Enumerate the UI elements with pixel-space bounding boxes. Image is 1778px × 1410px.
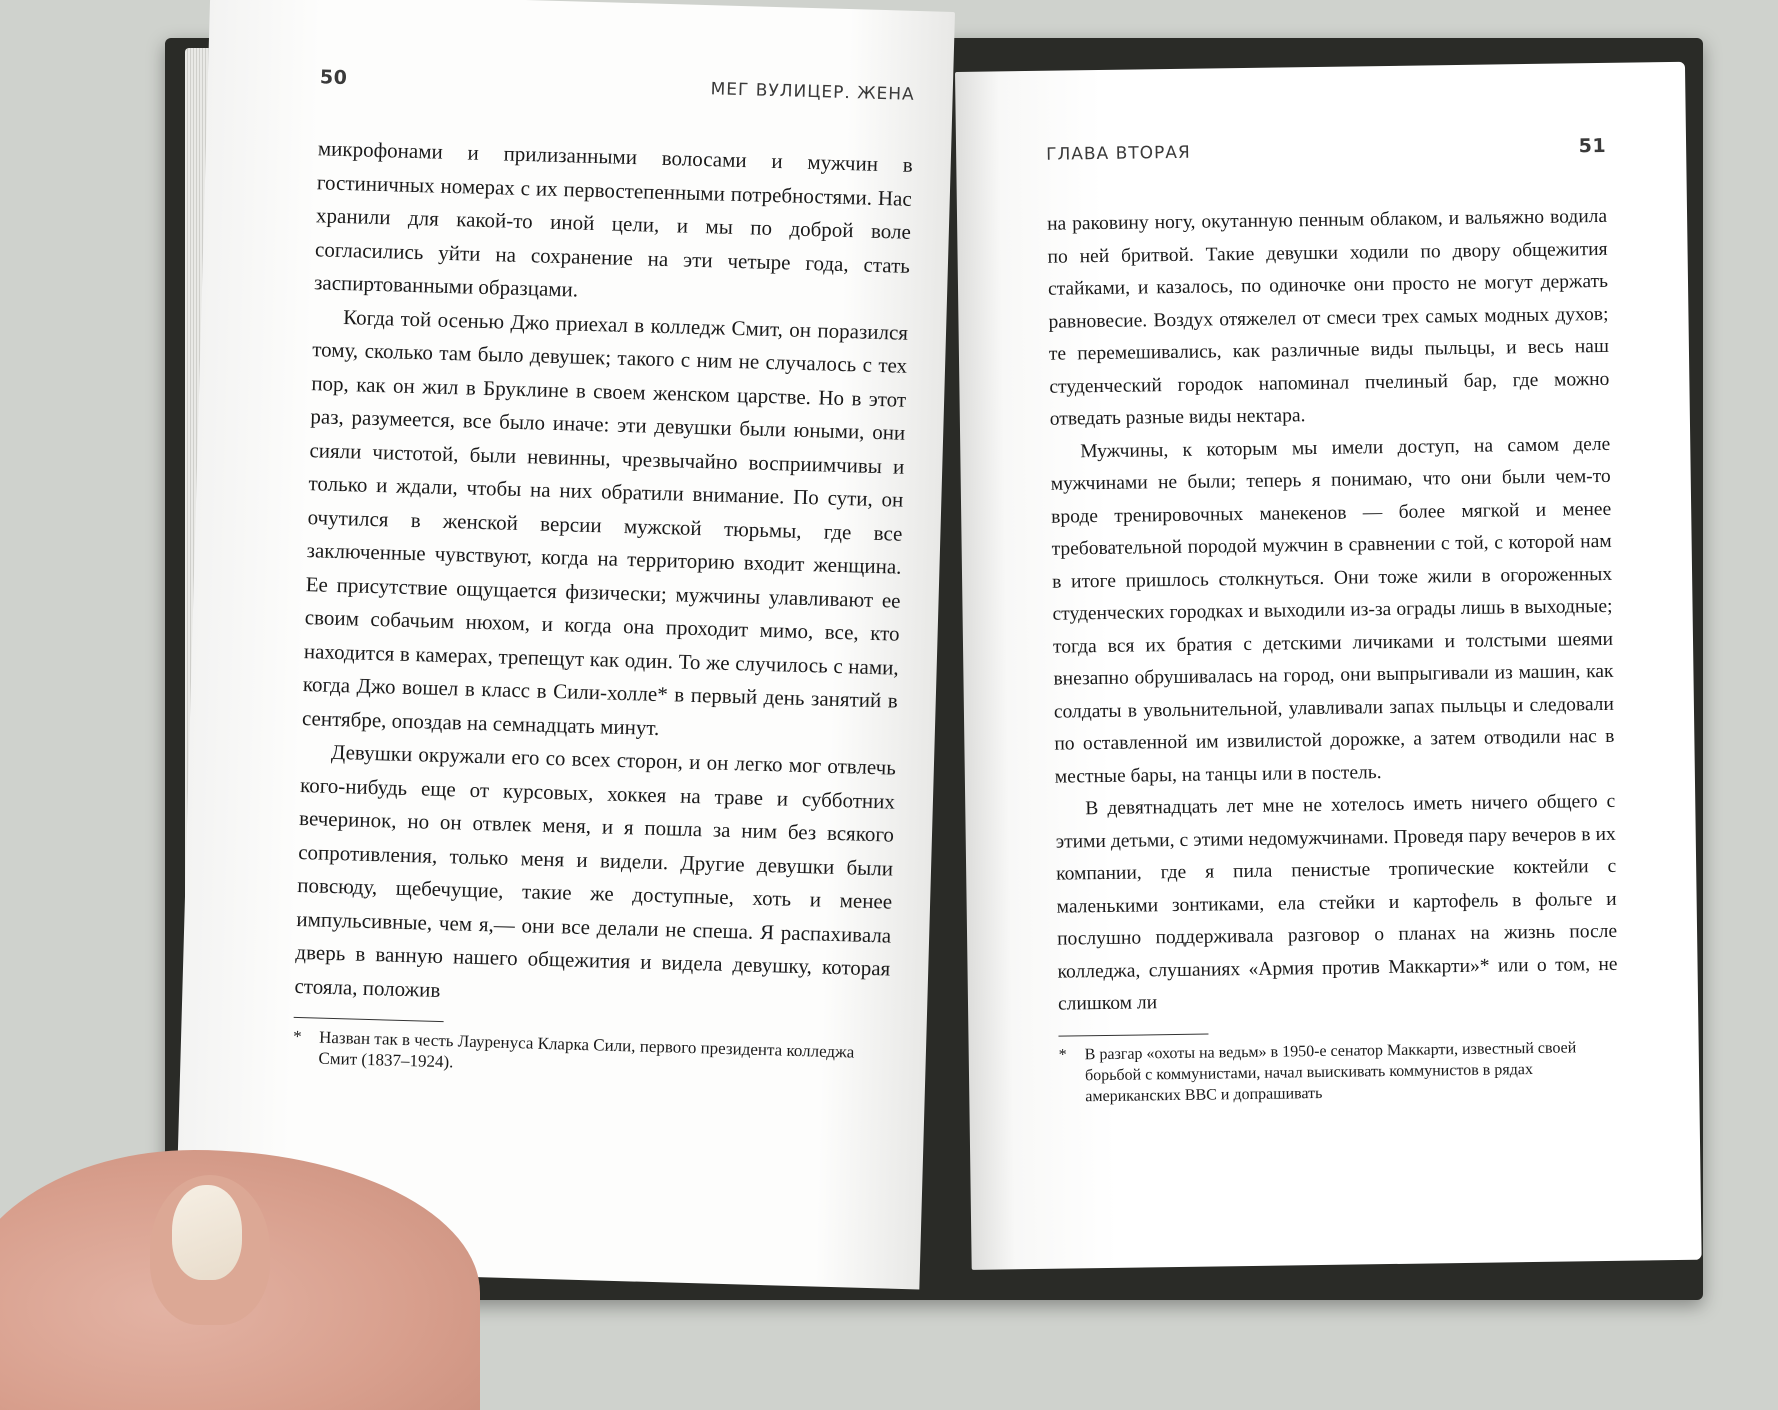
footnote-text: В разгар «охоты на ведьм» в 1950-е сенатор Маккарти, известный своей борьбой с коммунистами, начал выискивать коммунистов в рядах американских ВВС и допрашивать	[1084, 1038, 1577, 1105]
right-footnote	[1059, 1036, 1620, 1107]
right-body-text	[1047, 201, 1618, 1021]
paragraph: Девушки окружали его со всех сторон, и он легко мог отвлечь кого-нибудь еще от курсовых, хоккея на траве и субботних вечеринок, но он отвлек меня, и я пошла за ним без всякого сопротивления, только меня и видели. Другие девушки были повсюду, щебечущие, такие же доступные, хоть и менее импульсивные, чем я,— они все делали не спеша. Я распахивала дверь в ванную нашего общежития и видела девушку, которая стояла, положив	[294, 739, 897, 1002]
paragraph: Когда той осенью Джо приехал в колледж Смит, он поразился тому, сколько там было девушек; такого с ним не случалось с тех пор, как он жил в Бруклине в своем женском царстве. Но в этот раз, разумеется, все было иначе: эти девушки были юными, они сияли чистотой, были невинны, чрезвычайно восприимчивы и только и ждали, чтобы на них обратили внимание. По сути, он очутился в женской версии мужской тюрьмы, где все заключенные чувствуют, когда на территорию входит женщина. Ее присутствие ощущается физически; мужчины улавливают ее своим собачьим нюхом, и когда она проходит мимо, все, кто находится в камерах, трепещут как один. То же случилось с нами, когда Джо вошел в класс в Сили-холле* в первый день занятий в сентябре, опоздав на семнадцать минут.	[301, 304, 909, 740]
right-running-head	[1046, 135, 1607, 187]
paragraph: Мужчины, к которым мы имели доступ, на самом деле мужчинами не были; теперь я понимаю, что они были чем-то вроде тренировочных манекенов — более мягкой и менее требовательной породой мужчин в сравнении с той, с которой нам в итоге пришлось столкнуться. Они тоже жили в огороженных студенческих городках и выходили из-за ограды лишь в выходные; тогда вся их братия с детскими личиками и толстыми шеями внезапно обрушивалась на город, они выпрыгивали из машин, как солдаты в увольнительной, улавливали запах пыльцы и следовали по оставленной им извилистой дорожке, а затем отводили нас в местные бары, на танцы или в постель.	[1050, 433, 1615, 788]
footnote-text: Назван так в честь Лауренуса Кларка Сили, первого президента колледжа Смит (1837–1924).	[318, 1027, 855, 1072]
footnote-mark: *	[1058, 1046, 1067, 1064]
left-page-number: 50	[319, 66, 348, 90]
left-footnote	[292, 1026, 888, 1085]
left-running-head	[319, 66, 915, 127]
left-body-text	[294, 132, 913, 1019]
right-header-title: ГЛАВА ВТОРАЯ	[1046, 142, 1191, 165]
paragraph: В девятнадцать лет мне не хотелось иметь ничего общего с этими детьми, с этими недомужчинами. Проведя пару вечеров в их компании, где я пила пенистые тропические коктейли с маленькими зонтиками, ела стейки и картофель в фольге и послушно поддерживала разговор о планах на жизнь после колледжа, слушаниях «Армия против Маккарти»* или о том, не слишком ли	[1055, 790, 1618, 1015]
footnote-mark: *	[292, 1026, 302, 1047]
footnote-rule	[1058, 1033, 1208, 1036]
left-page	[175, 0, 955, 1290]
thumbnail-nail	[172, 1185, 242, 1280]
right-page-number: 51	[1578, 134, 1607, 158]
right-page	[955, 62, 1702, 1270]
paragraph: микрофонами и прилизанными волосами и мужчин в гостиничных номерах с их первостепенными потребностями. Нас хранили для какой-то иной цели, и мы по доброй воле согласились уйти на сохранение на эти четыре года, стать заспиртованными образцами.	[313, 136, 914, 302]
footnote-rule	[294, 1017, 444, 1022]
paragraph: на раковину ногу, окутанную пенным облаком, и вальяжно водила по ней бритвой. Такие девушки ходили по двору общежития стайками, и казалось, по одиночке они просто не могут держать равновесие. Воздух отяжелел от смеси трех самых модных духов; те перемешивались, как различные виды пыльцы, и весь наш студенческий городок напоминал пчелиный бар, где можно отведать разные виды нектара.	[1046, 205, 1610, 430]
left-header-title: МЕГ ВУЛИЦЕР. ЖЕНА	[710, 79, 915, 105]
